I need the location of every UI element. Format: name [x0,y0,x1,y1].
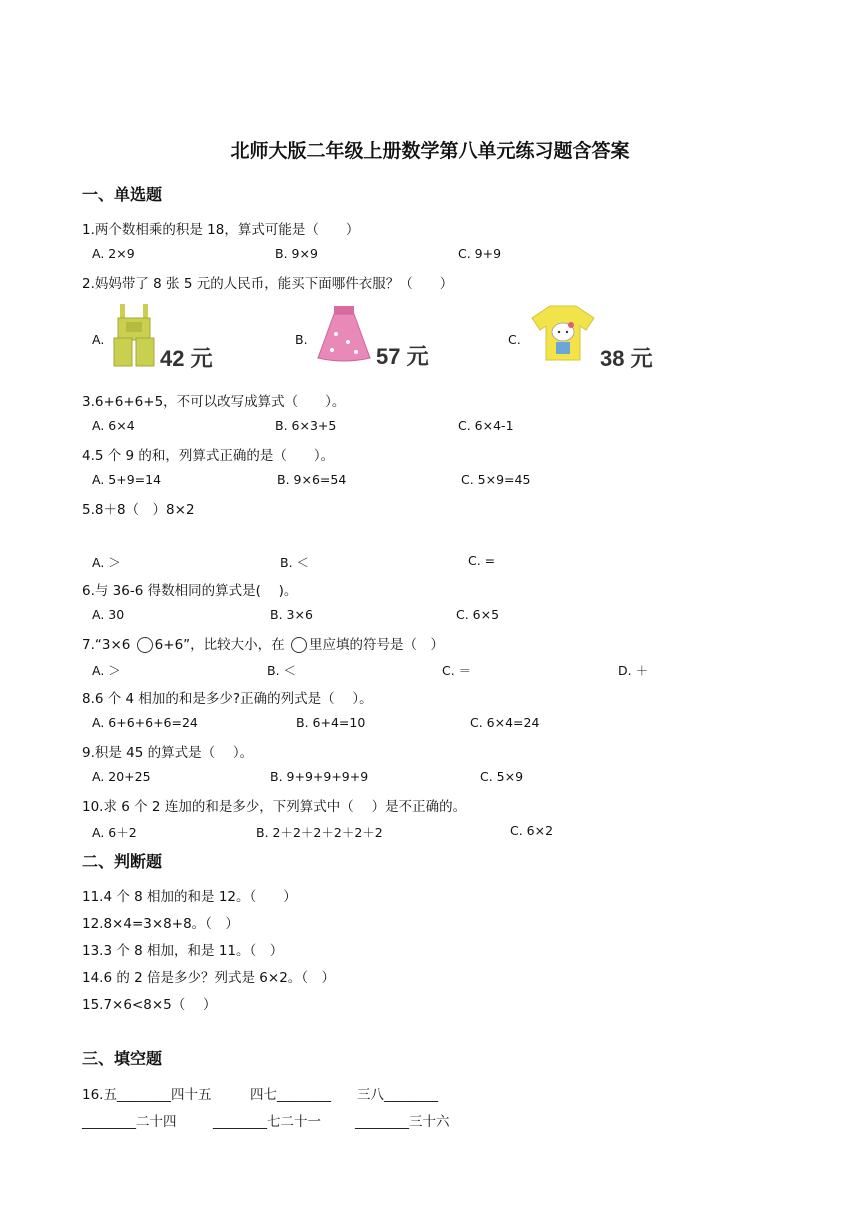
q10-option-c: C. 6×2 [510,823,554,838]
q5-option-b: B. ＜ [280,555,310,570]
q1-option-a: A. 2×9 [92,246,135,261]
q2-option-b: B. [295,332,308,347]
question-13: 13.3 个 8 相加，和是 11。（ ） [82,943,284,959]
q6-option-b: B. 3×6 [270,607,313,622]
q3-option-c: C. 6×4-1 [458,418,514,433]
q16-line1-b: 四七________ [250,1087,331,1103]
q2-price-a: 42 元 [160,346,213,371]
q7-option-b: B. ＜ [267,663,297,678]
skirt-icon [314,304,374,362]
q9-option-b: B. 9+9+9+9+9 [270,769,369,784]
q16-line2-c: ________三十六 [355,1114,450,1130]
q2-price-c: 38 元 [600,346,653,371]
q9-option-a: A. 20+25 [92,769,151,784]
q2-option-c: C. [508,332,521,347]
question-1: 1.两个数相乘的积是 18，算式可能是（ ） [82,222,360,238]
q6-option-a: A. 30 [92,607,125,622]
overalls-icon [110,302,158,368]
q8-option-a: A. 6+6+6+6=24 [92,715,198,730]
q7-text-pre: 7.“3×6 [82,637,131,653]
q7-option-a: A. ＞ [92,663,121,678]
circle-blank-icon [137,637,153,653]
tshirt-icon [530,304,596,362]
q2-option-a: A. [92,332,105,347]
q8-option-b: B. 6+4=10 [296,715,366,730]
q10-option-b: B. 2＋2＋2＋2＋2＋2 [256,825,383,840]
question-11: 11.4 个 8 相加的和是 12。（ ） [82,889,297,905]
question-5: 5.8＋8（ ）8×2 [82,502,195,518]
q16-line1-c: 三八________ [357,1087,438,1103]
q3-option-a: A. 6×4 [92,418,135,433]
question-10: 10.求 6 个 2 连加的和是多少，下列算式中（ ）是不正确的。 [82,799,467,815]
q5-option-c: C. = [468,553,496,568]
question-4: 4.5 个 9 的和，列算式正确的是（ ）。 [82,448,335,464]
q1-option-b: B. 9×9 [275,246,318,261]
q4-option-b: B. 9×6=54 [277,472,347,487]
question-15: 15.7×6<8×5（ ） [82,997,217,1013]
q5-option-a: A. ＞ [92,555,121,570]
q16-line1-a: 16.五________四十五 [82,1087,212,1103]
page-title: 北师大版二年级上册数学第八单元练习题含答案 [230,140,630,162]
q10-option-a: A. 6＋2 [92,825,137,840]
q6-option-c: C. 6×5 [456,607,500,622]
q16-line2-a: ________二十四 [82,1114,177,1130]
q7-text-post: 里应填的符号是（ ） [308,637,444,653]
q2-price-b: 57 元 [376,344,429,369]
section-heading-true-false: 二、判断题 [82,852,163,871]
question-2: 2.妈妈带了 8 张 5 元的人民币，能买下面哪件衣服？（ ） [82,276,454,292]
section-heading-fill-blank: 三、填空题 [82,1049,163,1068]
question-8: 8.6 个 4 相加的和是多少?正确的列式是（ ）。 [82,691,373,707]
q7-option-d: D. ＋ [618,663,649,678]
question-14: 14.6 的 2 倍是多少？列式是 6×2。（ ） [82,970,336,986]
q4-option-a: A. 5+9=14 [92,472,162,487]
question-3: 3.6+6+6+5，不可以改写成算式（ ）。 [82,394,346,410]
q3-option-b: B. 6×3+5 [275,418,337,433]
q8-option-c: C. 6×4=24 [470,715,540,730]
q7-option-c: C. ＝ [442,663,472,678]
q16-line2-b: ________七二十一 [213,1114,321,1130]
q1-option-c: C. 9+9 [458,246,502,261]
q9-option-c: C. 5×9 [480,769,524,784]
q7-text-mid: 6+6”，比较大小，在 [154,637,285,653]
section-heading-single-choice: 一、单选题 [82,185,163,204]
question-12: 12.8×4=3×8+8。（ ） [82,916,239,932]
circle-blank-icon [291,637,307,653]
question-7 [82,633,444,653]
q4-option-c: C. 5×9=45 [461,472,531,487]
question-6: 6.与 36-6 得数相同的算式是( )。 [82,583,298,599]
question-9: 9.积是 45 的算式是（ ）。 [82,745,254,761]
